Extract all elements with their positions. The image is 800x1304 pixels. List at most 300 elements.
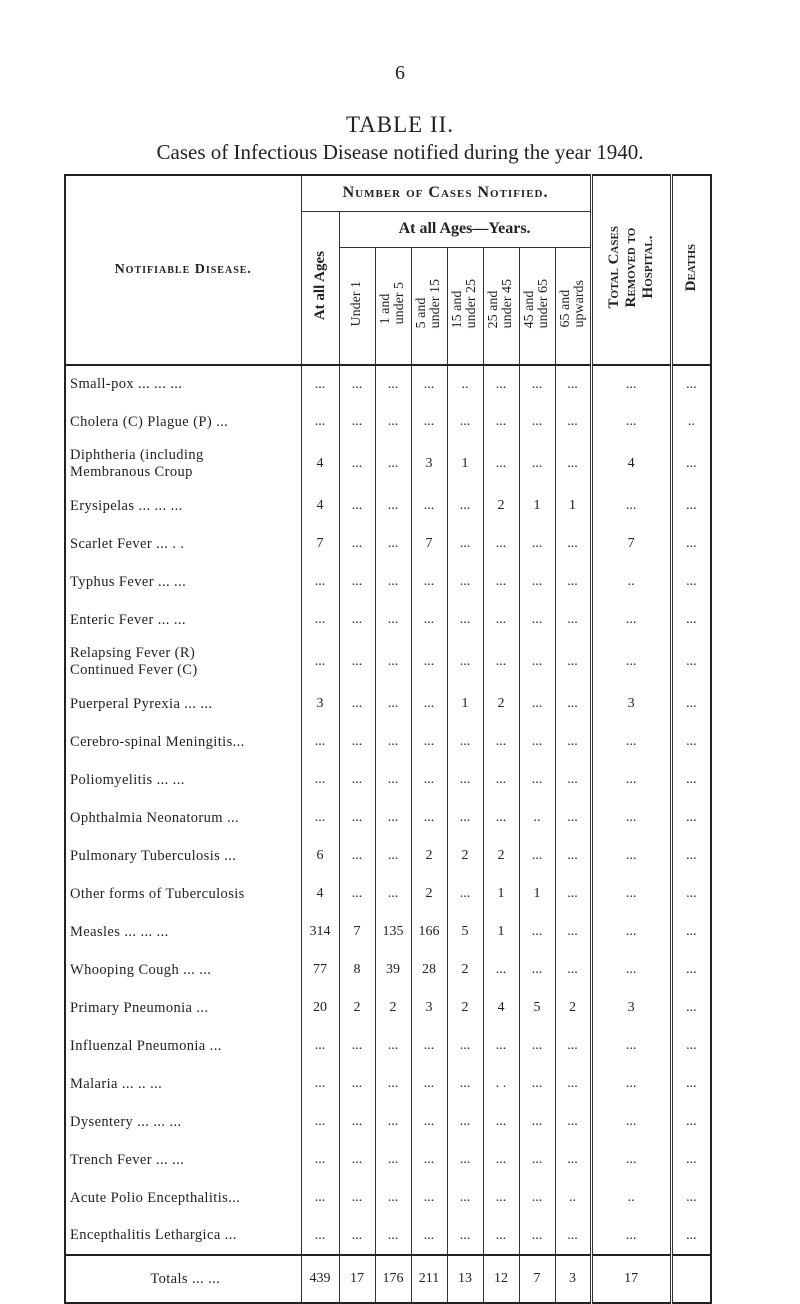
case-count-cell: ...	[375, 837, 411, 875]
table-row	[65, 1027, 711, 1065]
case-count-cell: ...	[411, 563, 447, 601]
case-count-cell: 28	[411, 951, 447, 989]
case-count-cell: 7	[591, 525, 671, 563]
case-count-cell: ...	[411, 1103, 447, 1141]
disease-name: Cholera (C) Plague (P) ...	[65, 403, 301, 441]
total-cell: 211	[411, 1255, 447, 1303]
case-count-cell: 2	[483, 487, 519, 525]
case-count-cell: 39	[375, 951, 411, 989]
case-count-cell: ...	[411, 365, 447, 403]
disease-name: Trench Fever ... ...	[65, 1141, 301, 1179]
case-count-cell: ...	[519, 1103, 555, 1141]
disease-name: Cerebro-spinal Meningitis...	[65, 723, 301, 761]
case-count-cell: ...	[339, 639, 375, 685]
totals-label: Totals ... ...	[65, 1255, 301, 1303]
case-count-cell: ...	[519, 951, 555, 989]
case-count-cell: ...	[591, 403, 671, 441]
case-count-cell: ...	[339, 403, 375, 441]
disease-name: Small-pox ... ... ...	[65, 365, 301, 403]
case-count-cell: 1	[519, 875, 555, 913]
case-count-cell: ...	[671, 875, 711, 913]
case-count-cell: ...	[671, 989, 711, 1027]
case-count-cell: ...	[375, 1179, 411, 1217]
case-count-cell: ...	[555, 913, 591, 951]
case-count-cell: ...	[301, 1103, 339, 1141]
case-count-cell: ...	[301, 1141, 339, 1179]
case-count-cell: ...	[301, 639, 339, 685]
disease-name: Erysipelas ... ... ...	[65, 487, 301, 525]
table-row	[65, 723, 711, 761]
case-count-cell: ...	[671, 951, 711, 989]
table-row	[65, 1103, 711, 1141]
case-count-cell: ...	[671, 1027, 711, 1065]
case-count-cell: ...	[591, 837, 671, 875]
table-row	[65, 1065, 711, 1103]
case-count-cell: 135	[375, 913, 411, 951]
age-band-header: 25 and under 45	[483, 247, 519, 365]
deaths-header: Deaths	[671, 175, 711, 365]
case-count-cell: ...	[555, 723, 591, 761]
age-band-header: Under 1	[339, 247, 375, 365]
case-count-cell: ...	[483, 761, 519, 799]
case-count-cell: ...	[591, 1217, 671, 1255]
case-count-cell: ...	[447, 525, 483, 563]
total-cell: 3	[555, 1255, 591, 1303]
case-count-cell: ...	[339, 1141, 375, 1179]
case-count-cell: ...	[591, 875, 671, 913]
case-count-cell: ...	[591, 1141, 671, 1179]
case-count-cell: ...	[555, 639, 591, 685]
case-count-cell: ...	[519, 761, 555, 799]
disease-name: Malaria ... .. ...	[65, 1065, 301, 1103]
total-cell	[671, 1255, 711, 1303]
total-cell: 12	[483, 1255, 519, 1303]
table-title: TABLE II.	[345, 112, 455, 137]
case-count-cell: ...	[375, 1027, 411, 1065]
case-count-cell: ...	[339, 487, 375, 525]
case-count-cell: ...	[301, 563, 339, 601]
case-count-cell: ...	[555, 441, 591, 487]
case-count-cell: ...	[519, 403, 555, 441]
case-count-cell: 2	[555, 989, 591, 1027]
case-count-cell: ...	[411, 487, 447, 525]
table-row	[65, 989, 711, 1027]
case-count-cell: ...	[671, 1065, 711, 1103]
case-count-cell: ...	[671, 1141, 711, 1179]
case-count-cell: 2	[447, 951, 483, 989]
case-count-cell: 7	[411, 525, 447, 563]
case-count-cell: ...	[411, 1027, 447, 1065]
case-count-cell: ...	[483, 525, 519, 563]
case-count-cell: ...	[555, 601, 591, 639]
case-count-cell: 77	[301, 951, 339, 989]
table-row	[65, 441, 711, 487]
case-count-cell: ...	[591, 1103, 671, 1141]
cases-notified-group-header: Number of Cases Notified.	[301, 175, 591, 211]
case-count-cell: 5	[447, 913, 483, 951]
case-count-cell: ...	[519, 525, 555, 563]
case-count-cell: 8	[339, 951, 375, 989]
total-cell: 17	[591, 1255, 671, 1303]
case-count-cell: ...	[301, 365, 339, 403]
case-count-cell: ...	[375, 563, 411, 601]
table-row	[65, 639, 711, 685]
disease-name: Puerperal Pyrexia ... ...	[65, 685, 301, 723]
table-row	[65, 601, 711, 639]
case-count-cell: ...	[375, 799, 411, 837]
case-count-cell: ...	[555, 525, 591, 563]
case-count-cell: ...	[591, 487, 671, 525]
case-count-cell: ...	[447, 639, 483, 685]
case-count-cell: 3	[301, 685, 339, 723]
disease-name: Poliomyelitis ... ...	[65, 761, 301, 799]
case-count-cell: ...	[375, 875, 411, 913]
case-count-cell: 2	[339, 989, 375, 1027]
case-count-cell: ...	[301, 1217, 339, 1255]
case-count-cell: 2	[483, 685, 519, 723]
disease-name: Scarlet Fever ... . .	[65, 525, 301, 563]
case-count-cell: ...	[301, 799, 339, 837]
case-count-cell: 2	[375, 989, 411, 1027]
case-count-cell: ...	[483, 1141, 519, 1179]
case-count-cell: 3	[411, 441, 447, 487]
case-count-cell: 3	[411, 989, 447, 1027]
case-count-cell: ...	[339, 685, 375, 723]
case-count-cell: 2	[447, 837, 483, 875]
case-count-cell: ...	[483, 601, 519, 639]
case-count-cell: ...	[671, 601, 711, 639]
case-count-cell: ...	[411, 723, 447, 761]
case-count-cell: 5	[519, 989, 555, 1027]
case-count-cell: ...	[375, 403, 411, 441]
case-count-cell: 314	[301, 913, 339, 951]
case-count-cell: ...	[301, 1065, 339, 1103]
age-group-header: At all Ages—Years.	[339, 211, 591, 247]
table-row	[65, 1217, 711, 1255]
case-count-cell: ...	[301, 1027, 339, 1065]
case-count-cell: ...	[375, 525, 411, 563]
case-count-cell: ...	[411, 601, 447, 639]
case-count-cell: 1	[447, 441, 483, 487]
case-count-cell: ...	[411, 799, 447, 837]
case-count-cell: ...	[375, 601, 411, 639]
case-count-cell: 4	[483, 989, 519, 1027]
case-count-cell: ...	[519, 601, 555, 639]
table-row	[65, 1179, 711, 1217]
case-count-cell: ...	[555, 365, 591, 403]
case-count-cell: ...	[483, 951, 519, 989]
case-count-cell: ...	[339, 837, 375, 875]
case-count-cell: ...	[591, 639, 671, 685]
disease-name: Dysentery ... ... ...	[65, 1103, 301, 1141]
case-count-cell: ...	[447, 601, 483, 639]
case-count-cell: ...	[519, 563, 555, 601]
case-count-cell: ...	[339, 1179, 375, 1217]
case-count-cell: ...	[447, 1141, 483, 1179]
case-count-cell: ...	[375, 365, 411, 403]
disease-name: Pulmonary Tuberculosis ...	[65, 837, 301, 875]
case-count-cell: ...	[483, 639, 519, 685]
case-count-cell: ...	[483, 723, 519, 761]
case-count-cell: 3	[591, 685, 671, 723]
case-count-cell: 7	[301, 525, 339, 563]
case-count-cell: ...	[591, 365, 671, 403]
case-count-cell: 3	[591, 989, 671, 1027]
table-row	[65, 685, 711, 723]
case-count-cell: 2	[411, 837, 447, 875]
age-band-header: 15 and under 25	[447, 247, 483, 365]
case-count-cell: ...	[671, 365, 711, 403]
case-count-cell: ...	[519, 837, 555, 875]
case-count-cell: ..	[591, 563, 671, 601]
case-count-cell: ...	[555, 761, 591, 799]
case-count-cell: ...	[671, 837, 711, 875]
case-count-cell: ..	[591, 1179, 671, 1217]
total-cell: 176	[375, 1255, 411, 1303]
case-count-cell: ...	[447, 761, 483, 799]
age-band-header: 5 and under 15	[411, 247, 447, 365]
table-row	[65, 875, 711, 913]
case-count-cell: 1	[483, 913, 519, 951]
case-count-cell: ...	[375, 1065, 411, 1103]
case-count-cell: 2	[483, 837, 519, 875]
case-count-cell: ...	[411, 1065, 447, 1103]
case-count-cell: ...	[671, 525, 711, 563]
case-count-cell: ...	[339, 723, 375, 761]
age-band-header: 45 and under 65	[519, 247, 555, 365]
table-row	[65, 799, 711, 837]
case-count-cell: ...	[555, 837, 591, 875]
case-count-cell: ...	[555, 799, 591, 837]
total-cell: 13	[447, 1255, 483, 1303]
case-count-cell: 4	[591, 441, 671, 487]
case-count-cell: ...	[519, 1179, 555, 1217]
case-count-cell: ...	[483, 563, 519, 601]
case-count-cell: ...	[555, 685, 591, 723]
case-count-cell: ...	[671, 761, 711, 799]
case-count-cell: ..	[671, 403, 711, 441]
case-count-cell: ...	[671, 487, 711, 525]
case-count-cell: ...	[519, 1065, 555, 1103]
case-count-cell: ...	[339, 441, 375, 487]
disease-name: Ophthalmia Neonatorum ...	[65, 799, 301, 837]
case-count-cell: . .	[483, 1065, 519, 1103]
infectious-disease-table	[64, 174, 712, 1304]
case-count-cell: ...	[301, 761, 339, 799]
disease-name: Relapsing Fever (R) Continued Fever (C)	[65, 639, 301, 685]
case-count-cell: ...	[411, 1179, 447, 1217]
case-count-cell: ...	[375, 487, 411, 525]
age-band-header: 1 and under 5	[375, 247, 411, 365]
case-count-cell: ...	[411, 403, 447, 441]
case-count-cell: ...	[483, 1103, 519, 1141]
age-band-header: 65 and upwards	[555, 247, 591, 365]
table-row	[65, 365, 711, 403]
case-count-cell: ...	[339, 563, 375, 601]
case-count-cell: ...	[555, 875, 591, 913]
case-count-cell: ...	[591, 761, 671, 799]
case-count-cell: ...	[671, 441, 711, 487]
case-count-cell: ...	[591, 723, 671, 761]
case-count-cell: ...	[375, 441, 411, 487]
case-count-cell: ...	[447, 875, 483, 913]
case-count-cell: ...	[519, 723, 555, 761]
case-count-cell: ...	[301, 1179, 339, 1217]
case-count-cell: 20	[301, 989, 339, 1027]
case-count-cell: 6	[301, 837, 339, 875]
table-row	[65, 563, 711, 601]
case-count-cell: 4	[301, 875, 339, 913]
case-count-cell: ...	[555, 1103, 591, 1141]
case-count-cell: 166	[411, 913, 447, 951]
case-count-cell: ...	[411, 1217, 447, 1255]
case-count-cell: ...	[375, 761, 411, 799]
case-count-cell: ...	[671, 799, 711, 837]
case-count-cell: ...	[671, 723, 711, 761]
case-count-cell: ...	[671, 639, 711, 685]
table-row	[65, 1141, 711, 1179]
case-count-cell: ...	[591, 913, 671, 951]
total-cell: 17	[339, 1255, 375, 1303]
case-count-cell: ...	[339, 875, 375, 913]
case-count-cell: ...	[339, 1027, 375, 1065]
all-ages-header: At all Ages	[301, 211, 339, 365]
case-count-cell: ...	[483, 1179, 519, 1217]
case-count-cell: ...	[447, 799, 483, 837]
disease-name: Diphtheria (including Membranous Croup	[65, 441, 301, 487]
case-count-cell: 1	[519, 487, 555, 525]
case-count-cell: ...	[447, 1217, 483, 1255]
total-cell: 7	[519, 1255, 555, 1303]
case-count-cell: 1	[447, 685, 483, 723]
case-count-cell: ...	[447, 1103, 483, 1141]
case-count-cell: ...	[375, 1103, 411, 1141]
case-count-cell: 1	[555, 487, 591, 525]
disease-name: Typhus Fever ... ...	[65, 563, 301, 601]
table-row	[65, 913, 711, 951]
case-count-cell: ...	[339, 601, 375, 639]
case-count-cell: ...	[301, 403, 339, 441]
case-count-cell: ...	[519, 639, 555, 685]
disease-name: Other forms of Tuberculosis	[65, 875, 301, 913]
case-count-cell: ...	[447, 487, 483, 525]
case-count-cell: ...	[447, 1179, 483, 1217]
case-count-cell: ...	[375, 723, 411, 761]
case-count-cell: 7	[339, 913, 375, 951]
case-count-cell: ..	[555, 1179, 591, 1217]
disease-name: Primary Pneumonia ...	[65, 989, 301, 1027]
table-row	[65, 525, 711, 563]
case-count-cell: ...	[375, 1217, 411, 1255]
case-count-cell: 4	[301, 441, 339, 487]
case-count-cell: ...	[519, 913, 555, 951]
case-count-cell: ...	[671, 1179, 711, 1217]
case-count-cell: ...	[483, 799, 519, 837]
disease-name: Whooping Cough ... ...	[65, 951, 301, 989]
case-count-cell: ...	[483, 1027, 519, 1065]
case-count-cell: ..	[447, 365, 483, 403]
case-count-cell: ...	[339, 1065, 375, 1103]
case-count-cell: ...	[411, 639, 447, 685]
case-count-cell: 1	[483, 875, 519, 913]
case-count-cell: ...	[591, 1065, 671, 1103]
case-count-cell: ...	[555, 951, 591, 989]
disease-name: Influenzal Pneumonia ...	[65, 1027, 301, 1065]
total-cell: 439	[301, 1255, 339, 1303]
totals-row	[65, 1255, 711, 1303]
case-count-cell: ...	[339, 1103, 375, 1141]
case-count-cell: ...	[483, 365, 519, 403]
case-count-cell: ...	[375, 685, 411, 723]
case-count-cell: ...	[447, 1027, 483, 1065]
case-count-cell: ...	[411, 761, 447, 799]
case-count-cell: ...	[447, 563, 483, 601]
case-count-cell: ...	[519, 365, 555, 403]
table-row	[65, 403, 711, 441]
case-count-cell: ...	[555, 1217, 591, 1255]
case-count-cell: ...	[375, 1141, 411, 1179]
table-caption: Cases of Infectious Disease notified during the year 1940.	[156, 140, 644, 164]
case-count-cell: ...	[339, 761, 375, 799]
case-count-cell: ...	[591, 601, 671, 639]
case-count-cell: ...	[447, 403, 483, 441]
case-count-cell: ...	[483, 1217, 519, 1255]
case-count-cell: ...	[301, 723, 339, 761]
case-count-cell: ...	[555, 403, 591, 441]
case-count-cell: ...	[519, 1217, 555, 1255]
table-row	[65, 761, 711, 799]
case-count-cell: ...	[519, 441, 555, 487]
disease-name: Encepthalitis Lethargica ...	[65, 1217, 301, 1255]
case-count-cell: 2	[411, 875, 447, 913]
case-count-cell: ...	[483, 403, 519, 441]
case-count-cell: ...	[339, 1217, 375, 1255]
case-count-cell: ..	[519, 799, 555, 837]
disease-name: Enteric Fever ... ...	[65, 601, 301, 639]
disease-name: Acute Polio Encepthalitis...	[65, 1179, 301, 1217]
table-row	[65, 951, 711, 989]
case-count-cell: ...	[671, 913, 711, 951]
case-count-cell: ...	[447, 1065, 483, 1103]
page-number: 6	[395, 62, 405, 84]
case-count-cell: ...	[375, 639, 411, 685]
case-count-cell: ...	[671, 1217, 711, 1255]
case-count-cell: ...	[519, 1141, 555, 1179]
case-count-cell: ...	[411, 685, 447, 723]
case-count-cell: ...	[555, 563, 591, 601]
table-row	[65, 487, 711, 525]
case-count-cell: ...	[671, 685, 711, 723]
case-count-cell: 4	[301, 487, 339, 525]
case-count-cell: ...	[447, 723, 483, 761]
case-count-cell: ...	[555, 1065, 591, 1103]
case-count-cell: ...	[519, 685, 555, 723]
case-count-cell: ...	[411, 1141, 447, 1179]
disease-name: Measles ... ... ...	[65, 913, 301, 951]
case-count-cell: ...	[301, 601, 339, 639]
case-count-cell: ...	[483, 441, 519, 487]
case-count-cell: ...	[519, 1027, 555, 1065]
case-count-cell: ...	[591, 799, 671, 837]
case-count-cell: 2	[447, 989, 483, 1027]
case-count-cell: ...	[591, 951, 671, 989]
case-count-cell: ...	[671, 563, 711, 601]
case-count-cell: ...	[591, 1027, 671, 1065]
case-count-cell: ...	[339, 365, 375, 403]
case-count-cell: ...	[339, 525, 375, 563]
table-row	[65, 837, 711, 875]
case-count-cell: ...	[555, 1027, 591, 1065]
